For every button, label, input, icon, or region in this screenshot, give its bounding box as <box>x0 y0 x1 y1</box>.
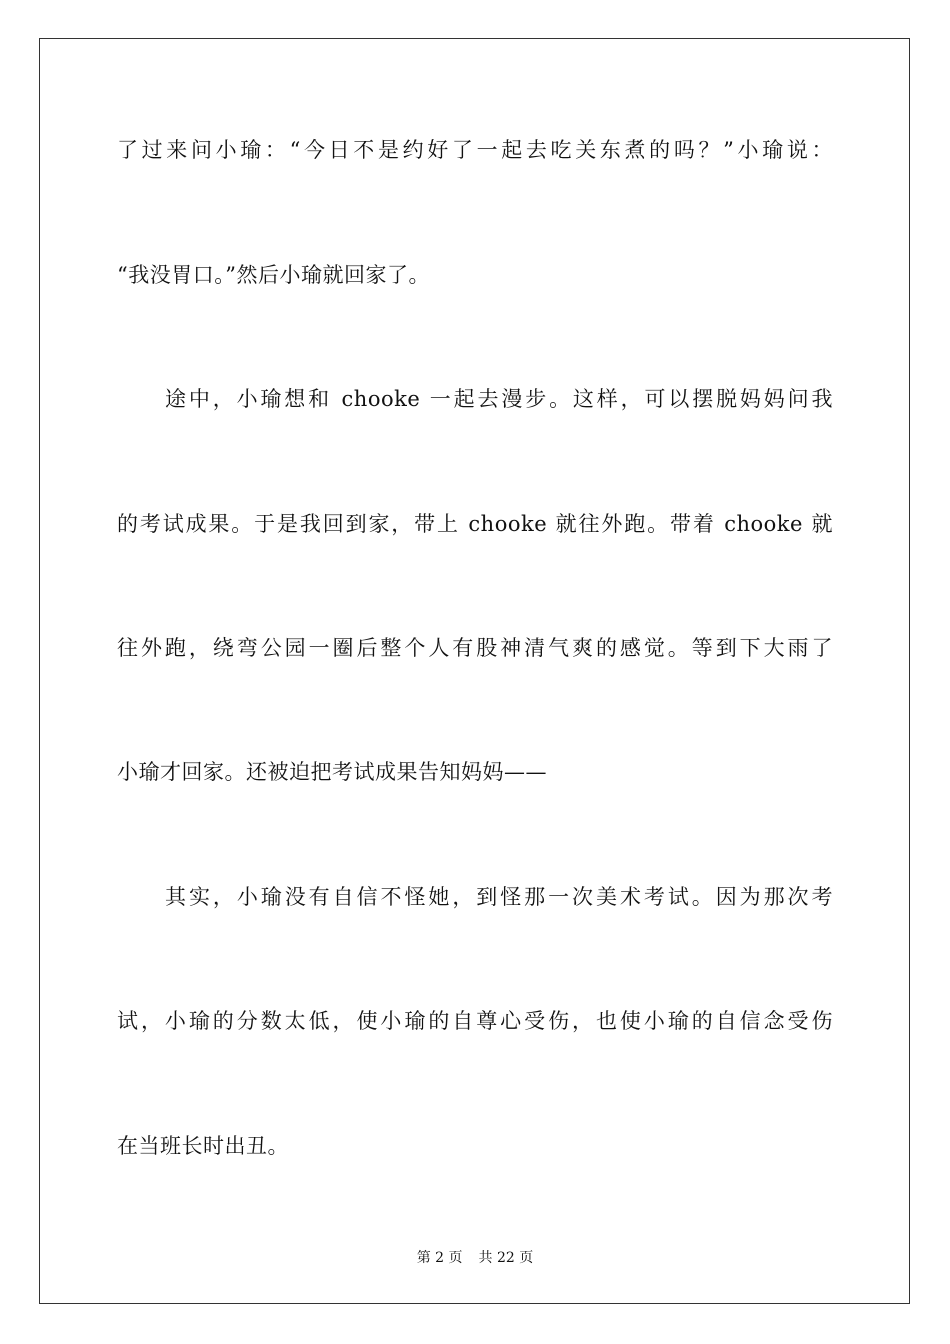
paragraph-line-3: 途中，小瑜想和 chooke 一起去漫步。这样，可以摆脱妈妈问我 <box>165 387 833 411</box>
page-footer <box>0 1247 950 1267</box>
page-border <box>39 38 910 1304</box>
page-number: 第 2 页 <box>416 1250 463 1266</box>
page-total: 共 22 页 <box>478 1250 534 1266</box>
paragraph-line-4: 的考试成果。于是我回到家，带上 chooke 就往外跑。带着 chooke 就 <box>117 512 833 536</box>
paragraph-line-2: “我没胃口。”然后小瑜就回家了。 <box>117 263 430 287</box>
paragraph-line-6: 小瑜才回家。还被迫把考试成果告知妈妈—— <box>117 760 547 784</box>
paragraph-line-7: 其实，小瑜没有自信不怪她，到怪那一次美术考试。因为那次考 <box>165 885 833 909</box>
paragraph-line-1: 了过来问小瑜：“今日不是约好了一起去吃关东煮的吗？”小瑜说： <box>117 138 833 162</box>
paragraph-line-9: 在当班长时出丑。 <box>117 1134 289 1158</box>
paragraph-line-8: 试，小瑜的分数太低，使小瑜的自尊心受伤，也使小瑜的自信念受伤 <box>117 1009 833 1033</box>
paragraph-line-5: 往外跑，绕弯公园一圈后整个人有股神清气爽的感觉。等到下大雨了 <box>117 636 833 660</box>
